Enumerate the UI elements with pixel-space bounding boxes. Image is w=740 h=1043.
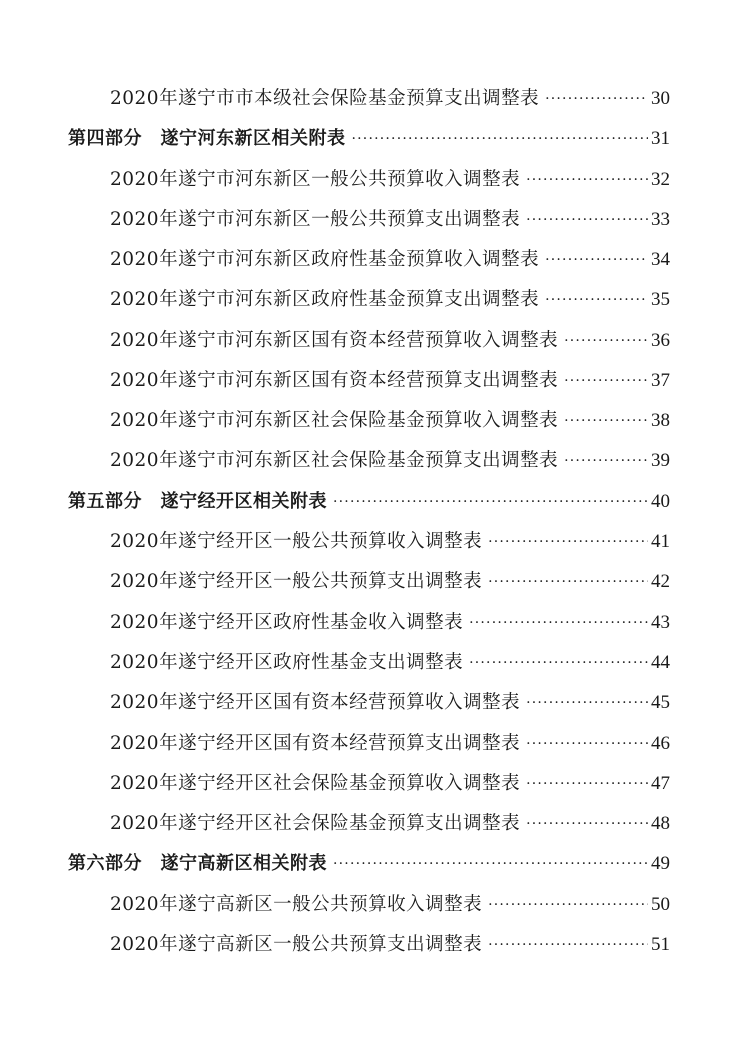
toc-item-title: 2020年遂宁经开区一般公共预算支出调整表: [110, 571, 483, 592]
toc-page-number: 36: [651, 330, 670, 351]
leader-dots: [469, 649, 648, 677]
toc-item[interactable]: [110, 568, 670, 596]
toc-section-heading[interactable]: [68, 488, 670, 516]
toc-page-number: 45: [651, 692, 670, 713]
leader-dots: [564, 367, 648, 395]
toc-page-number: 44: [651, 652, 670, 673]
toc-section-heading[interactable]: [68, 125, 670, 153]
leader-dots: [488, 931, 648, 959]
toc-item-title: 2020年遂宁经开区社会保险基金预算收入调整表: [110, 773, 521, 794]
toc-item[interactable]: [110, 730, 670, 758]
toc-page-number: 43: [651, 612, 670, 633]
toc-item[interactable]: [110, 166, 670, 194]
toc-item[interactable]: [110, 931, 670, 959]
toc-item-title: 2020年遂宁市河东新区国有资本经营预算收入调整表: [110, 330, 559, 351]
toc-section-heading[interactable]: [68, 850, 670, 878]
leader-dots: [526, 689, 648, 717]
leader-dots: [526, 166, 648, 194]
toc-page-number: 31: [651, 128, 670, 149]
toc-page-number: 37: [651, 370, 670, 391]
toc-page-number: 51: [651, 934, 670, 955]
toc-section-title: 第六部分 遂宁高新区相关附表: [68, 853, 327, 874]
toc-item-title: 2020年遂宁高新区一般公共预算支出调整表: [110, 934, 483, 955]
toc-page-number: 34: [651, 249, 670, 270]
leader-dots: [469, 609, 648, 637]
leader-dots: [545, 246, 648, 274]
toc-item[interactable]: [110, 286, 670, 314]
toc-item[interactable]: [110, 609, 670, 637]
toc-page-number: 39: [651, 450, 670, 471]
toc-page-number: 30: [651, 88, 670, 109]
toc-page-number: 35: [651, 289, 670, 310]
leader-dots: [333, 850, 648, 878]
leader-dots: [564, 407, 648, 435]
toc-item-title: 2020年遂宁高新区一般公共预算收入调整表: [110, 894, 483, 915]
toc-page-number: 32: [651, 169, 670, 190]
toc-page-number: 46: [651, 733, 670, 754]
toc-item[interactable]: [110, 689, 670, 717]
toc-item[interactable]: [110, 810, 670, 838]
leader-dots: [526, 770, 648, 798]
leader-dots: [488, 568, 648, 596]
toc-item[interactable]: [110, 246, 670, 274]
toc-item-title: 2020年遂宁经开区政府性基金支出调整表: [110, 652, 464, 673]
leader-dots: [545, 286, 648, 314]
leader-dots: [352, 125, 649, 153]
leader-dots: [526, 810, 648, 838]
toc-page-number: 50: [651, 894, 670, 915]
toc-page-number: 49: [651, 853, 670, 874]
toc-item-title: 2020年遂宁市市本级社会保险基金预算支出调整表: [110, 88, 540, 109]
toc-item-title: 2020年遂宁市河东新区政府性基金预算支出调整表: [110, 289, 540, 310]
toc-item-title: 2020年遂宁经开区国有资本经营预算支出调整表: [110, 733, 521, 754]
toc-item-title: 2020年遂宁市河东新区社会保险基金预算收入调整表: [110, 410, 559, 431]
toc-page-number: 38: [651, 410, 670, 431]
toc-section-title: 第五部分 遂宁经开区相关附表: [68, 491, 327, 512]
toc-item-title: 2020年遂宁市河东新区一般公共预算收入调整表: [110, 169, 521, 190]
toc-item[interactable]: [110, 891, 670, 919]
toc-item-title: 2020年遂宁经开区社会保险基金预算支出调整表: [110, 813, 521, 834]
toc-item-title: 2020年遂宁经开区国有资本经营预算收入调整表: [110, 692, 521, 713]
toc-item-title: 2020年遂宁经开区政府性基金收入调整表: [110, 612, 464, 633]
leader-dots: [488, 891, 648, 919]
leader-dots: [545, 85, 648, 113]
toc-page-number: 47: [651, 773, 670, 794]
toc-item-title: 2020年遂宁市河东新区国有资本经营预算支出调整表: [110, 370, 559, 391]
leader-dots: [333, 488, 648, 516]
toc-item[interactable]: [110, 649, 670, 677]
toc-page-number: 40: [651, 491, 670, 512]
toc-item[interactable]: [110, 367, 670, 395]
toc-page-number: 42: [651, 571, 670, 592]
leader-dots: [488, 528, 648, 556]
leader-dots: [526, 206, 648, 234]
toc-page-number: 48: [651, 813, 670, 834]
leader-dots: [526, 730, 648, 758]
toc-item-title: 2020年遂宁市河东新区一般公共预算支出调整表: [110, 209, 521, 230]
toc-item[interactable]: [110, 528, 670, 556]
toc-page-number: 33: [651, 209, 670, 230]
toc-item[interactable]: [110, 407, 670, 435]
leader-dots: [564, 327, 648, 355]
toc-item-title: 2020年遂宁市河东新区政府性基金预算收入调整表: [110, 249, 540, 270]
toc-item-title: 2020年遂宁市河东新区社会保险基金预算支出调整表: [110, 450, 559, 471]
toc-item[interactable]: [110, 447, 670, 475]
toc-section-title: 第四部分 遂宁河东新区相关附表: [68, 128, 346, 149]
toc-item[interactable]: [110, 327, 670, 355]
toc-page-number: 41: [651, 531, 670, 552]
toc-item[interactable]: [110, 85, 670, 113]
toc-item[interactable]: [110, 770, 670, 798]
toc-item-title: 2020年遂宁经开区一般公共预算收入调整表: [110, 531, 483, 552]
toc-item[interactable]: [110, 206, 670, 234]
leader-dots: [564, 447, 648, 475]
